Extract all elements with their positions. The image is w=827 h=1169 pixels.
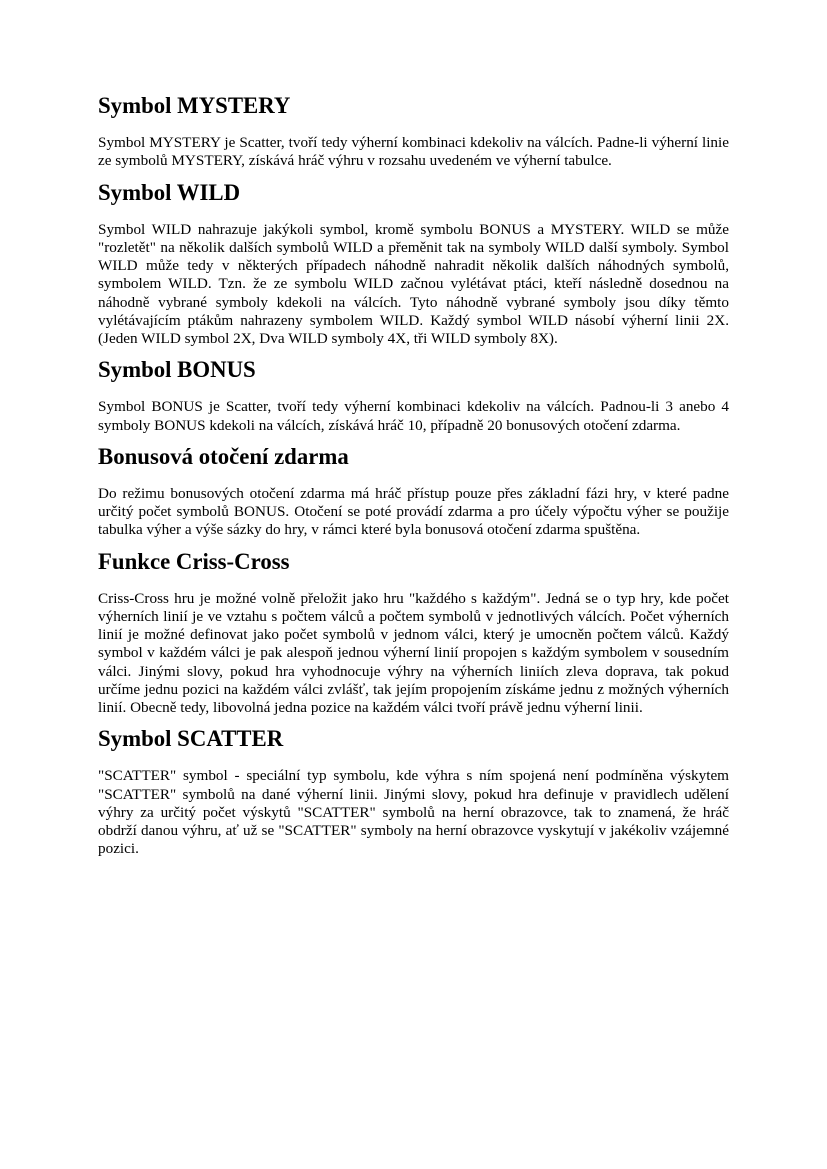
document-page (98, 93, 729, 872)
section-heading: Bonusová otočení zdarma (98, 443, 349, 469)
section-heading: Funkce Criss-Cross (98, 548, 290, 574)
section-paragraph: Do režimu bonusových otočení zdarma má hráč přístup pouze přes základní fázi hry, v které padne určitý počet symbolů BONUS. Otočení se poté provádí zdarma a pro účely výpočtu výher se použije tabulka výher a výše sázky do hry, v rámci které byla bonusová otočení zdarma spuštěna. (98, 485, 729, 539)
section-scatter (98, 726, 729, 858)
section-paragraph: Symbol MYSTERY je Scatter, tvoří tedy výherní kombinaci kdekoliv na válcích. Padne-li výherní linie ze symbolů MYSTERY, získává hráč výhru v rozsahu uvedeném ve výherní tabulce. (98, 134, 729, 170)
section-paragraph: "SCATTER" symbol - speciální typ symbolu, kde výhra s ním spojená není podmíněna výskytem "SCATTER" symbolů na dané výherní linii. Jinými slovy, pokud hra definuje v pravidlech udělení výhry za určitý počet výskytů "SCATTER" symbolů na herní obrazovce, tak to znamená, že hráč obdrží danou výhru, ať už se "SCATTER" symboly na herní obrazovce vyskytují v jakékoliv vzájemné pozici. (98, 767, 729, 858)
section-paragraph: Criss-Cross hru je možné volně přeložit jako hru "každého s každým". Jedná se o typ hry, kde počet výherních linií je ve vztahu s počtem válců a počtem symbolů v jednotlivých válcích. Počet výherních linií je možné definovat jako počet symbolů v jednom válci, který je umocněn počtem válců. Každý symbol v každém válci je pak alespoň jednou výherní linií propojen s každým symbolem v sousedním válci. Jinými slovy, pokud hra vyhodnocuje výhry na výherních liniích zleva doprava, tak pokud určíme jednu pozici na každém válci zvlášť, tak jejím propojením získáme jednu z možných výherních linií. Obecně tedy, libovolná jedna pozice na každém válci tvoří právě jednu výherní linii. (98, 589, 729, 717)
section-criss-cross (98, 548, 729, 718)
section-free-spins (98, 443, 729, 540)
section-wild (98, 179, 729, 349)
section-heading: Symbol BONUS (98, 357, 256, 383)
section-paragraph: Symbol WILD nahrazuje jakýkoli symbol, kromě symbolu BONUS a MYSTERY. WILD se může "rozletět" na několik dalších symbolů WILD a přeměnit tak na symboly WILD další symboly. Symbol WILD může tedy v některých případech náhodně nahradit několik dalších náhodných symbolů, symbolem WILD. Tzn. že ze symbolu WILD začnou vylétávat ptáci, kteří následně dosednou na náhodně vybrané symboly kdekoli na válcích. Tyto náhodně vybrané symboly jsou díky těmto vylétávajícím ptákům nahrazeny symbolem WILD. Každý symbol WILD násobí výherní linii 2X. (Jeden WILD symbol 2X, Dva WILD symboly 4X, tři WILD symboly 8X). (98, 220, 729, 348)
section-paragraph: Symbol BONUS je Scatter, tvoří tedy výherní kombinaci kdekoliv na válcích. Padnou-li 3 anebo 4 symboly BONUS kdekoli na válcích, získává hráč 10, případně 20 bonusových otočení zdarma. (98, 398, 729, 434)
section-bonus (98, 357, 729, 435)
section-heading: Symbol SCATTER (98, 726, 284, 752)
section-heading: Symbol WILD (98, 179, 241, 205)
section-heading: Symbol MYSTERY (98, 93, 291, 118)
section-mystery (98, 93, 729, 171)
